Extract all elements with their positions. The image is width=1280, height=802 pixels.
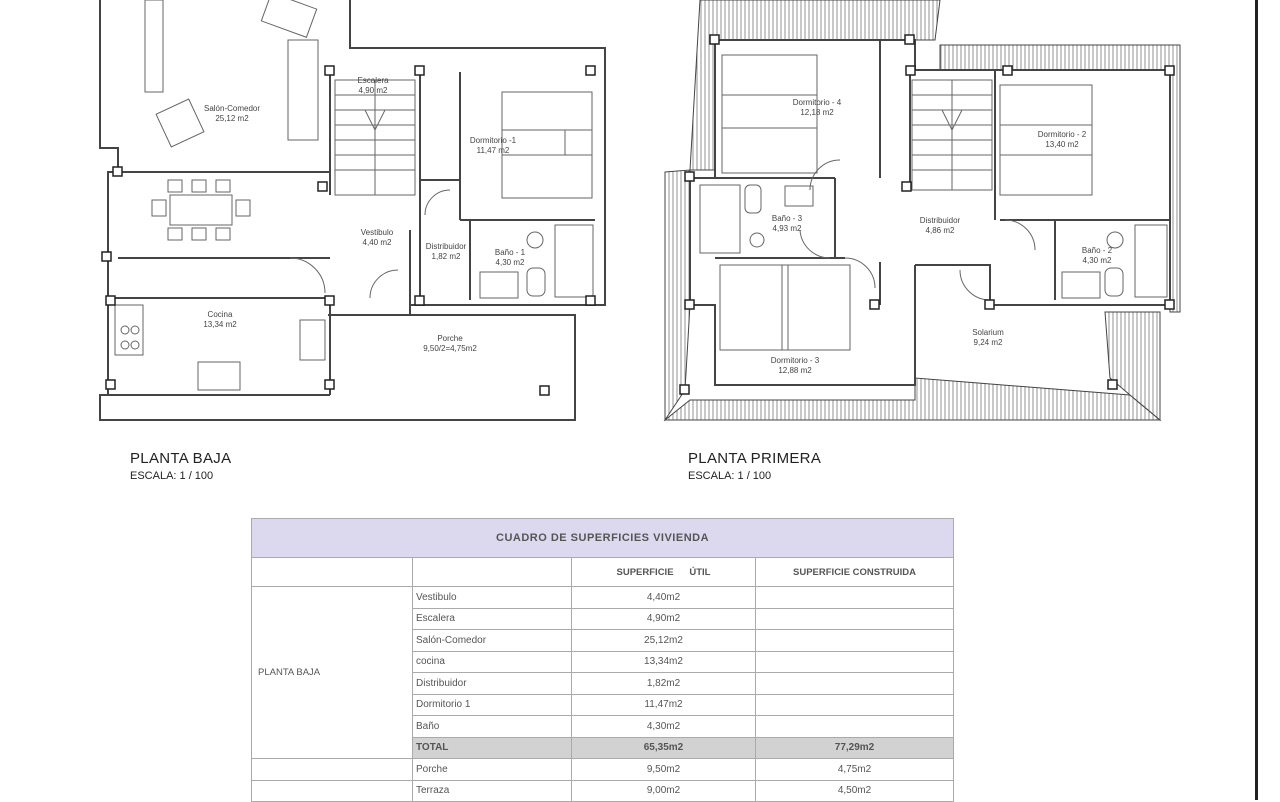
ground-floor-plan [100, 0, 605, 420]
room-label-dormitorio-4: Dormitorio - 4 12,18 m2 [792, 98, 842, 117]
group-empty [252, 780, 413, 802]
cell-construida [756, 587, 954, 609]
cell-name: Dormitorio 1 [413, 694, 572, 716]
room-label-dormitorio-1: Dormitorio -1 11,47 m2 [469, 136, 517, 155]
cell-util: 9,00m2 [572, 780, 756, 802]
room-label-bano-3: Baño - 3 4,93 m2 [771, 214, 803, 233]
cell-construida [756, 608, 954, 630]
cell-util: 4,40m2 [572, 587, 756, 609]
cell-util: 13,34m2 [572, 651, 756, 673]
table-row [252, 780, 954, 802]
first-floor-plan [665, 0, 1180, 420]
cell-construida: 77,29m2 [756, 737, 954, 759]
table-row [252, 759, 954, 781]
room-label-dormitorio-3: Dormitorio - 3 12,88 m2 [770, 356, 820, 375]
cell-construida [756, 630, 954, 652]
cell-util: 9,50m2 [572, 759, 756, 781]
cell-name: Porche [413, 759, 572, 781]
cell-util: 4,90m2 [572, 608, 756, 630]
room-label-bano-2: Baño - 2 4,30 m2 [1081, 246, 1113, 265]
table-row [252, 587, 954, 609]
room-label-cocina: Cocina 13,34 m2 [203, 310, 237, 329]
cell-name: Distribuidor [413, 673, 572, 695]
cell-name: cocina [413, 651, 572, 673]
room-label-bano-1: Baño - 1 4,30 m2 [494, 248, 526, 267]
cell-construida [756, 651, 954, 673]
plan-title-ground: PLANTA BAJA [130, 450, 232, 467]
room-label-distribuidor: Distribuidor 1,82 m2 [425, 242, 467, 261]
cell-name: TOTAL [413, 737, 572, 759]
group-label: PLANTA BAJA [252, 587, 413, 759]
header-superficie-construida: SUPERFICIE CONSTRUIDA [756, 558, 954, 587]
cell-name: Baño [413, 716, 572, 738]
plan-scale-first: ESCALA: 1 / 100 [688, 470, 772, 482]
room-label-solarium: Solarium 9,24 m2 [972, 328, 1004, 347]
group-empty [252, 759, 413, 781]
cell-name: Salón-Comedor [413, 630, 572, 652]
room-label-vestibulo: Vestibulo 4,40 m2 [360, 228, 394, 247]
table-title: CUADRO DE SUPERFICIES VIVIENDA [252, 519, 954, 558]
room-label-porche: Porche 9,50/2=4,75m2 [423, 334, 477, 353]
cell-construida: 4,50m2 [756, 780, 954, 802]
plan-scale-ground: ESCALA: 1 / 100 [130, 470, 214, 482]
cell-construida: 4,75m2 [756, 759, 954, 781]
room-label-distribuidor-1: Distribuidor 4,86 m2 [919, 216, 961, 235]
room-label-dormitorio-2: Dormitorio - 2 13,40 m2 [1037, 130, 1087, 149]
header-superficie-util: SUPERFICIE ÚTIL [572, 558, 756, 587]
cell-util: 65,35m2 [572, 737, 756, 759]
cell-util: 25,12m2 [572, 630, 756, 652]
cell-util: 1,82m2 [572, 673, 756, 695]
header-empty-2 [413, 558, 572, 587]
plan-title-first: PLANTA PRIMERA [688, 450, 822, 467]
cell-util: 4,30m2 [572, 716, 756, 738]
room-label-salon: Salón-Comedor 25,12 m2 [203, 104, 261, 123]
cell-construida [756, 673, 954, 695]
cell-construida [756, 716, 954, 738]
cell-util: 11,47m2 [572, 694, 756, 716]
cell-name: Escalera [413, 608, 572, 630]
cell-name: Vestibulo [413, 587, 572, 609]
header-empty-1 [252, 558, 413, 587]
room-label-escalera: Escalera 4,90 m2 [357, 76, 389, 95]
cell-construida [756, 694, 954, 716]
cell-name: Terraza [413, 780, 572, 802]
surfaces-table [251, 518, 954, 802]
